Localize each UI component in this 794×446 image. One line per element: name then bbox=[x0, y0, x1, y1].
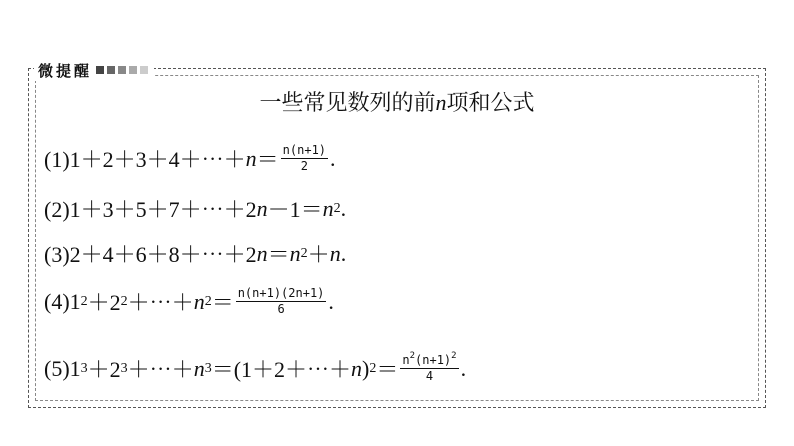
formula-4: (4)1 2 ＋2 2 ＋⋯＋ n 2 ＝ $\frac{n(n+1)(2n+1)}{6}$ . bbox=[44, 286, 334, 316]
title-suffix: 项和公式 bbox=[446, 91, 535, 116]
formula-text: ＝(1＋2＋⋯＋ bbox=[211, 357, 352, 382]
fraction-numerator-part: n bbox=[402, 353, 410, 367]
formula-text: (5)1 bbox=[44, 355, 81, 381]
formula-text: ＋⋯＋ bbox=[127, 290, 194, 315]
formula-text: . bbox=[340, 240, 347, 266]
tip-squares-decoration bbox=[96, 66, 148, 74]
square-icon bbox=[96, 66, 104, 74]
fraction bbox=[281, 143, 328, 174]
fraction bbox=[400, 353, 458, 384]
fraction bbox=[236, 286, 327, 317]
formula-text: ＝ bbox=[211, 290, 234, 315]
formula-exponent: 2 bbox=[409, 351, 416, 361]
formula-var: n bbox=[245, 145, 257, 171]
formula-text: (2)1＋3＋5＋7＋⋯＋2 bbox=[44, 197, 257, 222]
fraction-denominator: 4 bbox=[425, 369, 434, 383]
formula-text: . bbox=[328, 288, 334, 314]
formula-var: n bbox=[351, 355, 363, 381]
fraction-denominator: 2 bbox=[300, 159, 308, 173]
page-title bbox=[0, 86, 794, 117]
formula-text: . bbox=[330, 145, 336, 171]
fraction-numerator: n(n+1) bbox=[282, 143, 327, 157]
square-icon bbox=[118, 66, 126, 74]
title-var: n bbox=[435, 90, 447, 115]
formula-text: (1)1＋2＋3＋4＋⋯＋ bbox=[44, 147, 246, 172]
formula-text: ＝ bbox=[376, 357, 399, 382]
formula-text: －1＝ bbox=[267, 197, 323, 222]
fraction-numerator-part: (n+1) bbox=[415, 353, 452, 367]
fraction-numerator: n(n+1)(2n+1) bbox=[237, 286, 325, 300]
formula-1 bbox=[44, 143, 336, 174]
formula-text: ＋2 bbox=[87, 290, 121, 315]
formula-2: (2)1＋3＋5＋7＋⋯＋2 n －1＝ n 2 . bbox=[44, 193, 346, 224]
formula-text: ＋2 bbox=[87, 357, 121, 382]
fraction-denominator: 6 bbox=[277, 302, 285, 316]
formula-var: n bbox=[289, 240, 301, 266]
formula-var: n bbox=[256, 195, 268, 221]
formula-text: ) bbox=[362, 355, 370, 381]
formula-5: (5)1 3 ＋2 3 ＋⋯＋ n 3 ＝(1＋2＋⋯＋ n ) 2 ＝ $\frac{n^2(n+1)^2}{4}$ . bbox=[44, 351, 467, 383]
formula-exponent: 2 bbox=[451, 351, 457, 361]
square-icon bbox=[107, 66, 115, 74]
formula-text: (4)1 bbox=[44, 288, 81, 314]
tip-label: 微提醒 bbox=[38, 61, 93, 80]
square-icon bbox=[140, 66, 148, 74]
formula-var: n bbox=[256, 240, 268, 266]
formula-var: n bbox=[193, 355, 205, 381]
formula-text: . bbox=[460, 355, 467, 381]
tip-header bbox=[34, 59, 154, 81]
fraction-numerator bbox=[400, 353, 458, 369]
formula-var: n bbox=[322, 195, 334, 221]
formula-text: (3)2＋4＋6＋8＋⋯＋2 bbox=[44, 242, 257, 267]
title-prefix: 一些常见数列的前 bbox=[259, 91, 436, 116]
formula-text: ＋⋯＋ bbox=[127, 357, 194, 382]
formula-var: n bbox=[193, 288, 205, 314]
formula-text: ＝ bbox=[267, 242, 290, 267]
square-icon bbox=[129, 66, 137, 74]
formula-var: n bbox=[329, 240, 341, 266]
formula-text: ＝ bbox=[256, 147, 279, 172]
formula-text: ＋ bbox=[307, 242, 330, 267]
formula-text: . bbox=[340, 195, 347, 221]
formula-3: (3)2＋4＋6＋8＋⋯＋2 n ＝ n 2 ＋ n . bbox=[44, 238, 346, 269]
